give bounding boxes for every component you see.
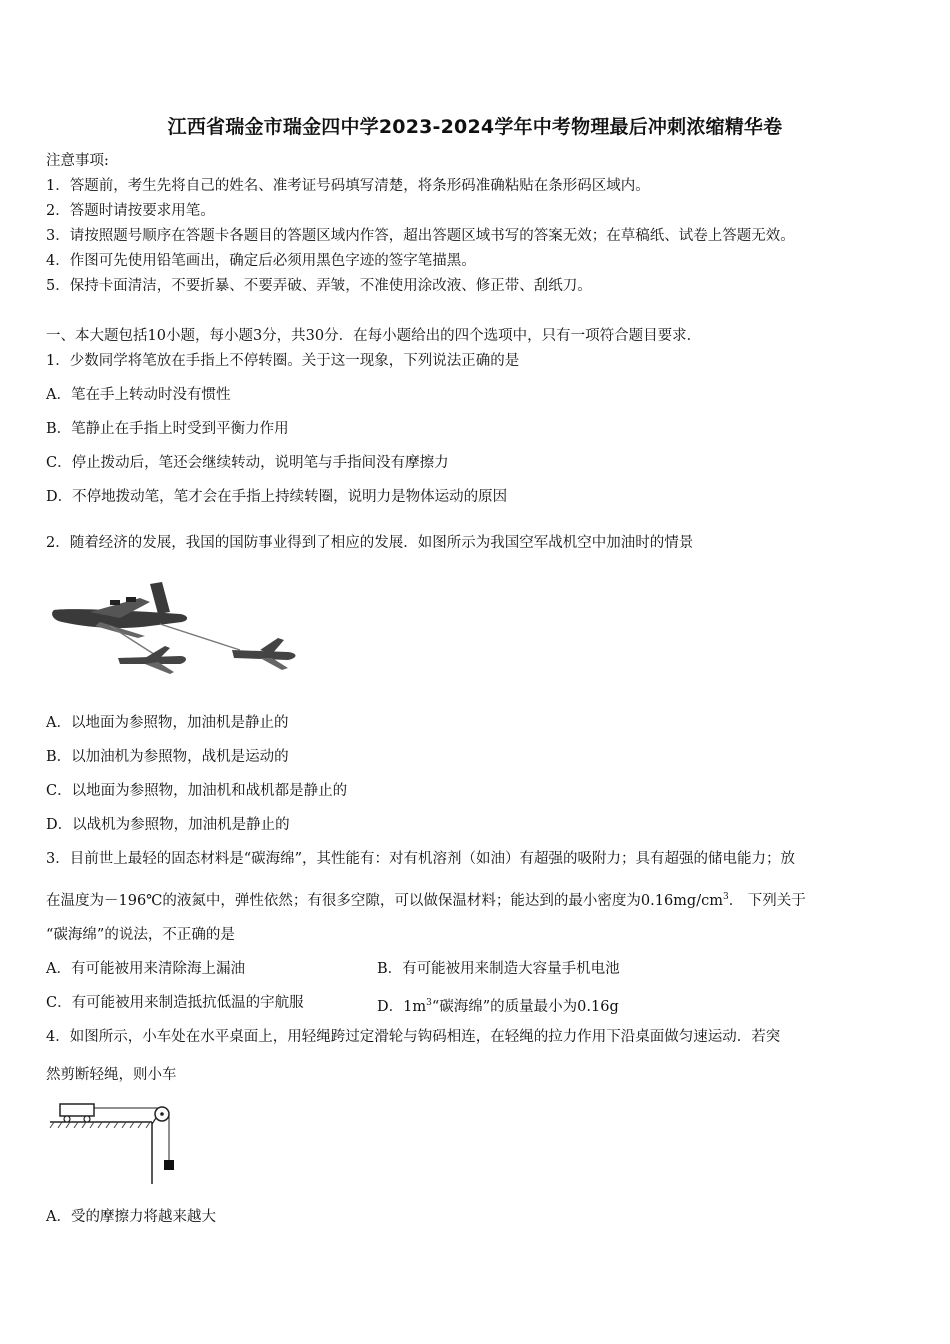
notice-heading: 注意事项: <box>46 153 109 169</box>
option-a: A．受的摩擦力将越来越大 <box>46 1209 216 1225</box>
cart-wheel <box>64 1116 70 1122</box>
superscript: 3 <box>722 892 729 902</box>
hook-weight <box>164 1160 174 1170</box>
option-b: B．笔静止在手指上时受到平衡力作用 <box>46 421 289 437</box>
refuel-hose <box>160 624 240 650</box>
notice-item: 1．答题前，考生先将自己的姓名、准考证号码填写清楚，将条形码准确粘贴在条形码区域内。 <box>46 178 650 194</box>
stem-text: ． 下列关于 <box>728 893 806 909</box>
option-b: B．有可能被用来制造大容量手机电池 <box>377 961 620 977</box>
question-stem-line: 4．如图所示，小车处在水平桌面上，用轻绳跨过定滑轮与钩码相连，在轻绳的拉力作用下沿桌面做匀速运动．若突 <box>46 1029 781 1045</box>
refueling-aircraft-figure <box>50 578 305 678</box>
pulley-axle <box>160 1112 164 1116</box>
option-d: D．不停地拨动笔，笔才会在手指上持续转圈，说明力是物体运动的原因 <box>46 489 508 505</box>
option-b: B．以加油机为参照物，战机是运动的 <box>46 749 289 765</box>
question-stem-line <box>46 887 806 911</box>
option-a: A．笔在手上转动时没有惯性 <box>46 387 231 403</box>
notice-item: 5．保持卡面清洁，不要折暴、不要弄破、弄皱，不准使用涂改液、修正带、刮纸刀。 <box>46 278 592 294</box>
question-stem-line: 然剪断轻绳，则小车 <box>46 1067 177 1083</box>
question-stem-line: 3．目前世上最轻的固态材料是“碳海绵”，其性能有：对有机溶剂（如油）有超强的吸附力；具有超强的储电能力；放 <box>46 851 796 867</box>
option-d-text: “碳海绵”的质量最小为0.16g <box>431 999 619 1015</box>
pulley-bracket <box>152 1118 156 1124</box>
option-a: A．以地面为参照物，加油机是静止的 <box>46 715 289 731</box>
option-d: D．以战机为参照物，加油机是静止的 <box>46 817 290 833</box>
refuel-hose <box>110 626 160 658</box>
table-hatching <box>50 1122 150 1128</box>
cart <box>60 1104 94 1116</box>
superscript: 3 <box>426 998 432 1008</box>
cart-pulley-figure <box>48 1098 188 1188</box>
page-title: 江西省瑞金市瑞金四中学2023-2024学年中考物理最后冲刺浓缩精华卷 <box>167 116 783 138</box>
fighter-jet <box>118 646 186 674</box>
option-c: C．有可能被用来制造抵抗低温的宇航服 <box>46 995 304 1011</box>
question-stem: 2．随着经济的发展，我国的国防事业得到了相应的发展．如图所示为我国空军战机空中加油时的情景 <box>46 535 694 551</box>
stem-text: 在温度为－196℃的液氮中，弹性依然；有很多空隙，可以做保温材料；能达到的最小密度为0.16mg/cm <box>46 893 723 909</box>
fighter-jet <box>232 638 296 670</box>
cart-wheel <box>84 1116 90 1122</box>
option-d-text: D．1m <box>377 999 427 1015</box>
notice-item: 2．答题时请按要求用笔。 <box>46 203 215 219</box>
question-stem-line: “碳海绵”的说法，不正确的是 <box>46 927 235 943</box>
option-c: C．以地面为参照物，加油机和战机都是静止的 <box>46 783 348 799</box>
option-c: C．停止拨动后，笔还会继续转动，说明笔与手指间没有摩擦力 <box>46 455 449 471</box>
section-heading: 一、本大题包括10小题，每小题3分，共30分．在每小题给出的四个选项中，只有一项符合题目要求． <box>46 328 702 344</box>
option-d <box>377 993 619 1017</box>
notice-item: 4．作图可先使用铅笔画出，确定后必须用黑色字迹的签字笔描黑。 <box>46 253 476 269</box>
question-stem: 1．少数同学将笔放在手指上不停转圈。关于这一现象，下列说法正确的是 <box>46 353 520 369</box>
tanker-plane <box>52 582 187 638</box>
notice-item: 3．请按照题号顺序在答题卡各题目的答题区域内作答，超出答题区域书写的答案无效；在草稿纸、试卷上答题无效。 <box>46 228 795 244</box>
option-a: A．有可能被用来清除海上漏油 <box>46 961 245 977</box>
